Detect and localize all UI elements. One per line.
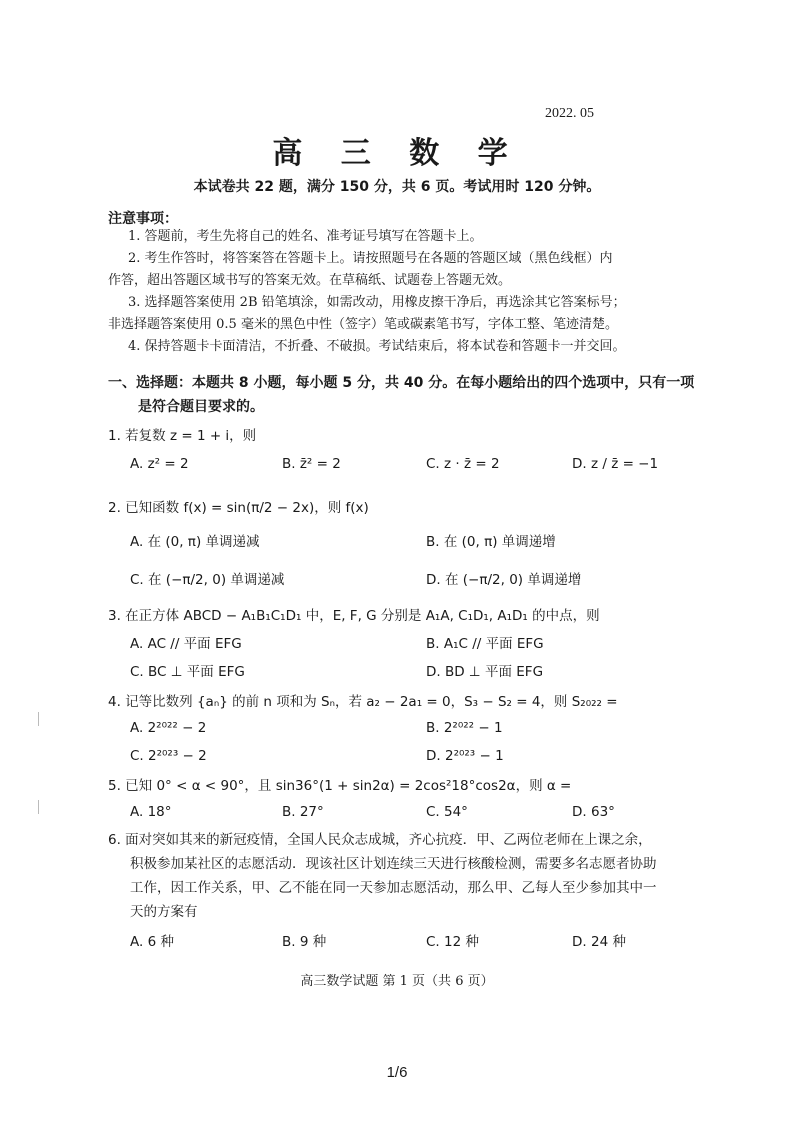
question-4-option-d: D. 2²⁰²³ − 1 bbox=[426, 748, 504, 764]
notice-line: 2. 考生作答时，将答案答在答题卡上。请按照题号在各题的答题区域（黑色线框）内 bbox=[128, 251, 613, 266]
question-1-option-d: D. z / z̄ = −1 bbox=[572, 456, 659, 472]
question-5-option-a: A. 18° bbox=[130, 804, 172, 820]
question-3-option-b: B. A₁C // 平面 EFG bbox=[426, 636, 544, 652]
question-6-option-a: A. 6 种 bbox=[130, 934, 174, 950]
question-1-option-a: A. z² = 2 bbox=[130, 456, 189, 472]
page-footer: 高三数学试题 第 1 页（共 6 页） bbox=[300, 974, 494, 989]
section-heading: 一、选择题：本题共 8 小题，每小题 5 分，共 40 分。在每小题给出的四个选项中，只有一项 bbox=[108, 375, 695, 391]
scan-mark bbox=[38, 712, 39, 726]
question-6-option-b: B. 9 种 bbox=[282, 934, 327, 950]
question-5-option-c: C. 54° bbox=[426, 804, 468, 820]
page-title: 高 三 数 学 bbox=[272, 136, 522, 171]
question-2-option-a: A. 在 (0, π) 单调递减 bbox=[130, 534, 260, 550]
question-3-option-a: A. AC // 平面 EFG bbox=[130, 636, 242, 652]
question-1-option-b: B. z̄² = 2 bbox=[282, 456, 341, 472]
question-2-stem: 2. 已知函数 f(x) = sin(π/2 − 2x)，则 f(x) bbox=[108, 500, 369, 516]
question-4-option-c: C. 2²⁰²³ − 2 bbox=[130, 748, 207, 764]
question-3-stem: 3. 在正方体 ABCD − A₁B₁C₁D₁ 中，E, F, G 分别是 A₁A, C₁D₁, A₁D₁ 的中点，则 bbox=[108, 608, 600, 624]
question-2-option-b: B. 在 (0, π) 单调递增 bbox=[426, 534, 556, 550]
question-6-stem-line: 工作，因工作关系，甲、乙不能在同一天参加志愿活动，那么甲、乙每人至少参加其中一 bbox=[130, 880, 657, 896]
notice-line: 作答，超出答题区域书写的答案无效。在草稿纸、试题卷上答题无效。 bbox=[108, 273, 512, 288]
notice-line: 1. 答题前，考生先将自己的姓名、准考证号填写在答题卡上。 bbox=[128, 229, 483, 244]
notice-line: 3. 选择题答案使用 2B 铅笔填涂，如需改动，用橡皮擦干净后，再选涂其它答案标号； bbox=[128, 295, 626, 310]
question-5-option-d: D. 63° bbox=[572, 804, 615, 820]
question-6-option-d: D. 24 种 bbox=[572, 934, 626, 950]
question-4-option-a: A. 2²⁰²² − 2 bbox=[130, 720, 207, 736]
question-2-option-d: D. 在 (−π/2, 0) 单调递增 bbox=[426, 572, 582, 588]
notice-line: 4. 保持答题卡卡面清洁，不折叠、不破损。考试结束后，将本试卷和答题卡一并交回。 bbox=[128, 339, 626, 354]
question-6-stem-line: 6. 面对突如其来的新冠疫情，全国人民众志成城，齐心抗疫．甲、乙两位老师在上课之余， bbox=[108, 832, 652, 848]
question-1-option-c: C. z · z̄ = 2 bbox=[426, 456, 500, 472]
section-heading-cont: 是符合题目要求的。 bbox=[138, 399, 264, 415]
notice-heading: 注意事项： bbox=[108, 211, 178, 227]
question-4-option-b: B. 2²⁰²² − 1 bbox=[426, 720, 503, 736]
question-1-stem: 1. 若复数 z = 1 + i，则 bbox=[108, 428, 257, 444]
question-5-option-b: B. 27° bbox=[282, 804, 324, 820]
scan-mark bbox=[38, 800, 39, 814]
question-6-stem-line: 积极参加某社区的志愿活动．现该社区计划连续三天进行核酸检测，需要多名志愿者协助 bbox=[130, 856, 657, 872]
question-3-option-d: D. BD ⊥ 平面 EFG bbox=[426, 664, 544, 680]
exam-subtitle: 本试卷共 22 题，满分 150 分，共 6 页。考试用时 120 分钟。 bbox=[193, 179, 601, 195]
page-indicator: 1/6 bbox=[386, 1064, 408, 1081]
notice-line: 非选择题答案使用 0.5 毫米的黑色中性（签字）笔或碳素笔书写，字体工整、笔迹清楚。 bbox=[108, 317, 618, 332]
question-3-option-c: C. BC ⊥ 平面 EFG bbox=[130, 664, 245, 680]
exam-date: 2022. 05 bbox=[545, 106, 594, 121]
question-5-stem: 5. 已知 0° < α < 90°，且 sin36°(1 + sin2α) = 2cos²18°cos2α，则 α = bbox=[108, 778, 572, 794]
question-4-stem: 4. 记等比数列 {aₙ} 的前 n 项和为 Sₙ，若 a₂ − 2a₁ = 0，S₃ − S₂ = 4，则 S₂₀₂₂ = bbox=[108, 694, 618, 710]
question-6-option-c: C. 12 种 bbox=[426, 934, 479, 950]
question-6-stem-line: 天的方案有 bbox=[130, 904, 198, 920]
question-2-option-c: C. 在 (−π/2, 0) 单调递减 bbox=[130, 572, 285, 588]
